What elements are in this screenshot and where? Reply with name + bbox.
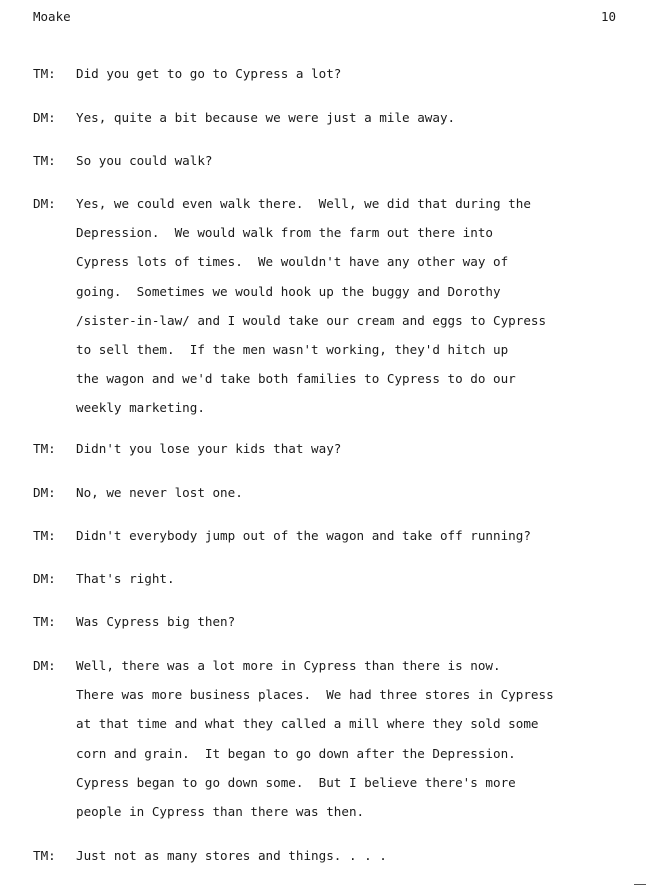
utterance-line: That's right. [76,571,175,586]
corner-mark [634,884,646,885]
utterance-line: There was more business places. We had three stores in Cypress [76,687,554,703]
utterance-line: Was Cypress big then? [76,614,236,629]
utterance-line: at that time and what they called a mill where they sold some [76,716,539,732]
utterance-line: Well, there was a lot more in Cypress than there is now. [76,658,501,673]
speaker-label: TM: [33,614,56,629]
utterance-line: /sister-in-law/ and I would take our cream and eggs to Cypress [76,312,547,328]
utterance-line: Did you get to go to Cypress a lot? [76,66,342,81]
utterance-line: to sell them. If the men wasn't working, they'd hitch up [76,342,509,357]
utterance-line: going. Sometimes we would hook up the buggy and Dorothy [76,283,501,299]
speaker-label: DM: [33,485,56,500]
utterance-line: Yes, quite a bit because we were just a mile away. [76,110,456,125]
speaker-label: DM: [33,110,56,125]
utterance-line: So you could walk? [76,153,213,168]
speaker-label: TM: [33,528,56,543]
utterance-line: people in Cypress than there was then. [76,804,365,819]
utterance-line: Depression. We would walk from the farm out there into [76,225,494,241]
utterance-line: corn and grain. It began to go down after the Depression. [76,745,516,761]
utterance-line: Yes, we could even walk there. Well, we did that during the [76,196,531,211]
speaker-label: TM: [33,153,56,168]
utterance-line: Cypress began to go down some. But I believe there's more [76,774,516,790]
speaker-label: TM: [33,66,56,81]
speaker-label: DM: [33,658,56,673]
utterance-line: No, we never lost one. [76,485,243,500]
utterance-line: Didn't everybody jump out of the wagon and take off running? [76,528,531,543]
utterance-line: Just not as many stores and things. . . . [76,848,387,863]
speaker-label: TM: [33,848,56,863]
utterance-line: weekly marketing. [76,400,205,416]
header-name: Moake [33,9,71,24]
speaker-label: DM: [33,196,56,211]
utterance-line: the wagon and we'd take both families to Cypress to do our [76,371,516,387]
speaker-label: TM: [33,441,56,456]
utterance-line: Didn't you lose your kids that way? [76,441,342,456]
speaker-label: DM: [33,571,56,586]
page-number: 10 [601,9,617,24]
utterance-line: Cypress lots of times. We wouldn't have any other way of [76,254,509,270]
